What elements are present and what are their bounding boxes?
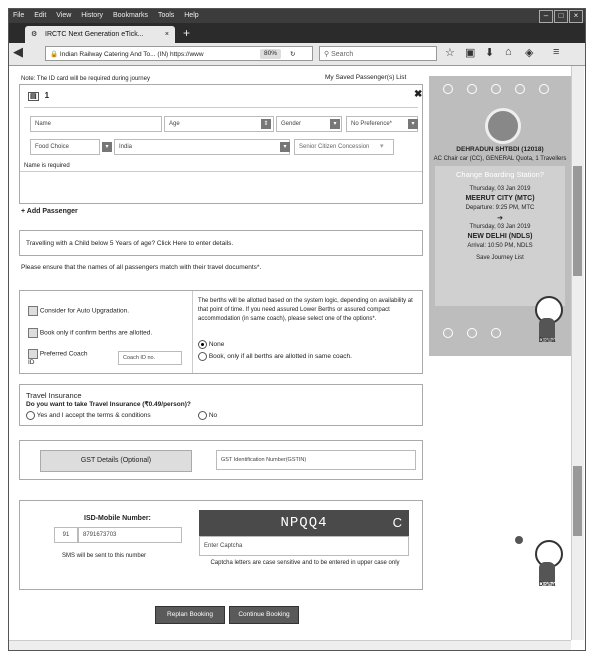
dot-icon: [515, 84, 525, 94]
arrival-time: Arrival: 10:50 PM, NDLS: [467, 243, 533, 249]
disha-label: Disha: [538, 338, 556, 344]
scrollbar-thumb-2[interactable]: [573, 466, 582, 536]
reload-icon[interactable]: ↻: [290, 51, 296, 58]
replan-booking-button[interactable]: Replan Booking: [155, 606, 225, 624]
dot-icon: [491, 328, 501, 338]
menu-help[interactable]: Help: [184, 12, 199, 19]
confirm-berth-checkbox[interactable]: [28, 328, 38, 338]
horizontal-scrollbar[interactable]: [9, 640, 571, 651]
search-icon: ⚲: [324, 51, 330, 58]
insurance-question: Do you want to take Travel Insurance (₹0.49/person)?: [26, 401, 191, 408]
gst-details-button[interactable]: GST Details (Optional): [40, 450, 192, 472]
change-boarding-link[interactable]: Change Boarding Station?: [456, 170, 544, 179]
insurance-yes-option[interactable]: Yes and I accept the terms & conditions: [26, 411, 151, 420]
food-choice-select[interactable]: Food Choice: [30, 139, 100, 155]
tab-title: IRCTC Next Generation eTick...: [45, 31, 144, 38]
concession-select[interactable]: Senior Citizen Concession: [294, 139, 394, 155]
option-same-coach[interactable]: Book, only if all berths are allotted in same coach.: [198, 352, 352, 361]
scrollbar-thumb[interactable]: [573, 166, 582, 276]
dot-icon: [467, 84, 477, 94]
chevron-down-icon: ▾: [408, 119, 418, 129]
tab-close-icon[interactable]: ×: [164, 31, 169, 38]
captcha-input[interactable]: Enter Captcha: [199, 536, 409, 556]
to-station: NEW DELHI (NDLS): [467, 233, 533, 240]
from-station: MEERUT CITY (MTC): [465, 195, 535, 202]
chevron-down-icon: ▾: [330, 119, 340, 129]
disha-label: Disha: [538, 582, 556, 588]
berth-preference-select[interactable]: No Preference*: [346, 116, 418, 132]
chevron-down-icon: ▾: [280, 142, 290, 152]
mobile-number-input[interactable]: 8791673703: [78, 527, 182, 543]
user-icon: ▤: [30, 93, 37, 100]
arrival-date: Thursday, 03 Jan 2019: [469, 224, 531, 230]
favicon-icon: ⚙: [31, 31, 38, 38]
menu-history[interactable]: History: [81, 12, 104, 19]
dot-icon: [491, 84, 501, 94]
captcha-refresh-icon[interactable]: C: [392, 515, 403, 530]
search-placeholder: Search: [331, 51, 354, 58]
nationality-select[interactable]: India: [114, 139, 290, 155]
remove-passenger-icon[interactable]: ✖: [414, 89, 423, 100]
validation-message: Name is required: [24, 163, 70, 169]
nav-bar: [9, 43, 585, 66]
arrow-icon: ➔: [497, 215, 503, 222]
page-content: [9, 66, 571, 640]
confirm-berth-option[interactable]: Book only if confirm berths are allotted.: [28, 328, 152, 338]
maximize-button[interactable]: □: [554, 10, 568, 23]
captcha-text: NPQQ4: [280, 515, 328, 531]
insurance-no-radio[interactable]: [198, 411, 207, 420]
same-coach-radio[interactable]: [198, 352, 207, 361]
insurance-yes-radio[interactable]: [26, 411, 35, 420]
boarding-panel: [435, 166, 565, 306]
isd-mobile-label: ISD-Mobile Number:: [84, 515, 151, 522]
child-info-panel: [19, 230, 423, 256]
gst-panel: [19, 440, 423, 480]
irctc-logo: [485, 108, 521, 144]
train-name: DEHRADUN SHTBDI (12018): [456, 146, 544, 153]
departure-date: Thursday, 03 Jan 2019: [469, 186, 531, 192]
hamburger-menu-icon[interactable]: ≡: [553, 46, 560, 58]
url-bar[interactable]: [45, 46, 313, 61]
gstin-input[interactable]: GST Identification Number(GSTIN): [216, 450, 416, 470]
browser-window: [8, 8, 586, 651]
chevron-down-icon: ▾: [380, 143, 384, 150]
vertical-scrollbar[interactable]: [571, 66, 584, 640]
coach-id-input[interactable]: Coach ID no.: [118, 351, 182, 365]
dot-icon: [467, 328, 477, 338]
dot-icon: [539, 84, 549, 94]
booking-options-panel: [19, 290, 423, 374]
dot-icon: [443, 84, 453, 94]
chevron-down-icon: ▾: [102, 142, 112, 152]
name-input[interactable]: Name: [30, 116, 162, 132]
add-passenger-link[interactable]: + Add Passenger: [21, 208, 78, 215]
continue-booking-button[interactable]: Continue Booking: [229, 606, 299, 624]
save-journey-link[interactable]: Save Journey List: [476, 255, 524, 261]
class-quota: AC Chair car (CC), GENERAL Quota, 1 Travellers: [433, 156, 567, 162]
child-info-link[interactable]: Travelling with a Child below 5 Years of age? Click Here to enter details.: [26, 240, 234, 247]
sms-note: SMS will be sent to this number: [62, 553, 147, 559]
star-icon[interactable]: ☆: [445, 47, 455, 59]
isd-code-input[interactable]: 91: [54, 527, 78, 543]
age-input[interactable]: Age: [164, 116, 274, 132]
insurance-no-option[interactable]: No: [198, 411, 217, 420]
preferred-coach-option[interactable]: Preferred Coach ID: [28, 350, 88, 366]
gender-select[interactable]: Gender: [276, 116, 342, 132]
home-icon[interactable]: ⌂: [505, 46, 512, 58]
passenger-number: ▤ 1: [30, 91, 50, 100]
menu-view[interactable]: View: [56, 12, 72, 19]
tab-bar: [9, 23, 585, 43]
departure-time: Departure: 9:25 PM, MTC: [465, 205, 535, 211]
menu-tools[interactable]: Tools: [157, 12, 175, 19]
saved-passenger-link[interactable]: My Saved Passenger(s) List: [325, 74, 407, 81]
passenger-panel: [19, 84, 423, 204]
lock-icon: 🔒: [50, 51, 59, 58]
captcha-image: [199, 510, 409, 536]
clipboard-icon[interactable]: ▣: [465, 47, 476, 59]
menu-file[interactable]: File: [13, 12, 25, 19]
insurance-title: Travel Insurance: [26, 391, 82, 400]
option-none[interactable]: None: [198, 340, 224, 349]
menu-edit[interactable]: Edit: [34, 12, 47, 19]
new-tab-button[interactable]: +: [183, 26, 191, 40]
age-stepper-icon[interactable]: ⇕: [261, 119, 271, 129]
tab-irctc[interactable]: [25, 26, 175, 43]
none-radio[interactable]: [198, 340, 207, 349]
preferred-coach-checkbox[interactable]: [28, 349, 38, 359]
url-text: Indian Railway Catering And To... (IN) https://www: [59, 51, 204, 58]
auto-upgrade-checkbox[interactable]: [28, 306, 38, 316]
minimize-button[interactable]: –: [539, 10, 553, 23]
menu-bookmarks[interactable]: Bookmarks: [112, 12, 148, 19]
berth-allocation-note: The berths will be allotted based on the system logic, depending on availability at that point of time. If you need assured Lower Berths or assured compact accommodation (in same coach), please select one of the options*.: [198, 298, 413, 322]
back-icon[interactable]: ◀: [13, 44, 23, 59]
search-input[interactable]: [319, 46, 437, 61]
disha-chatbot-avatar-2[interactable]: [529, 536, 565, 592]
menu-bar: [9, 9, 585, 23]
pocket-icon[interactable]: ◈: [525, 47, 534, 59]
captcha-note: Captcha letters are case sensitive and to be entered in upper case only: [210, 560, 400, 566]
id-note: Note: The ID card will be required during journey: [21, 76, 150, 82]
disha-chatbot-avatar[interactable]: [529, 296, 565, 346]
chat-dot-icon: [515, 536, 523, 544]
auto-upgrade-option[interactable]: Consider for Auto Upgradation.: [28, 306, 129, 316]
dot-icon: [443, 328, 453, 338]
travel-insurance-panel: [19, 384, 423, 426]
name-match-note: Please ensure that the names of all passengers match with their travel documents*.: [21, 264, 262, 271]
close-window-button[interactable]: ×: [569, 10, 583, 23]
download-icon[interactable]: ⬇: [485, 47, 495, 59]
zoom-badge[interactable]: 80%: [260, 49, 281, 59]
